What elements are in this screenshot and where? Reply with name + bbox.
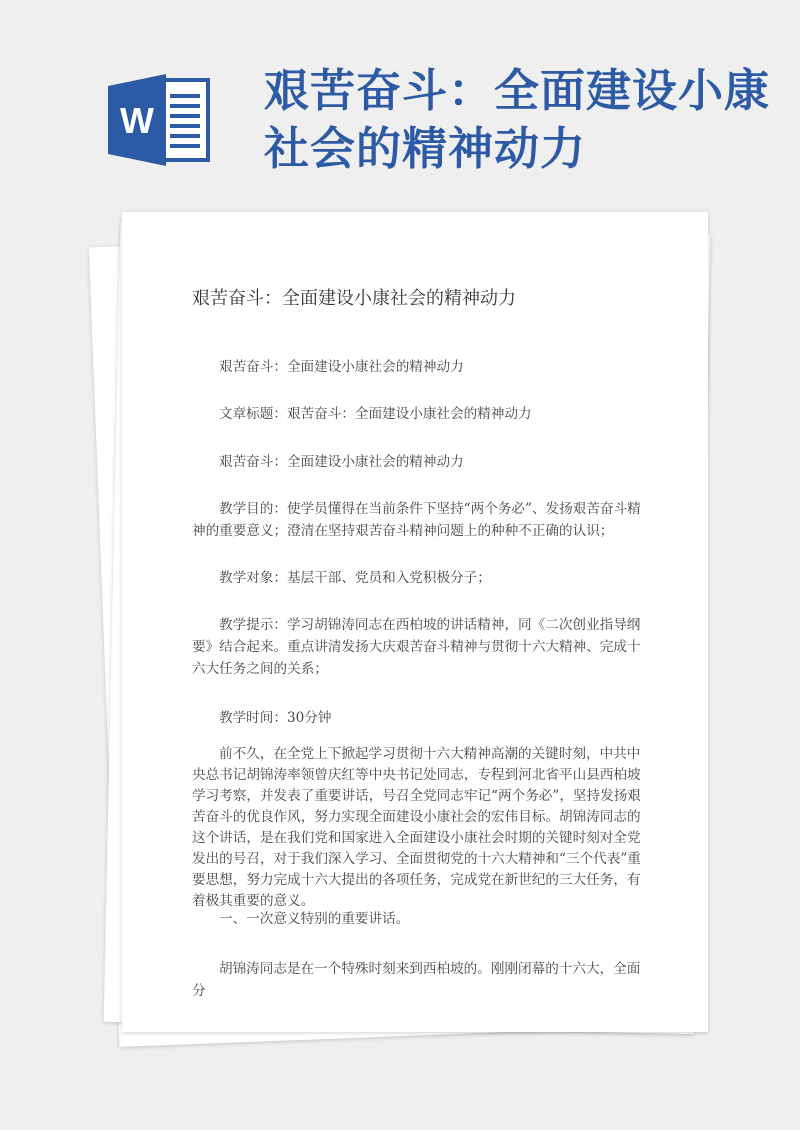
document-heading: 艰苦奋斗：全面建设小康社会的精神动力 xyxy=(192,288,516,309)
paragraph: 教学提示：学习胡锦涛同志在西柏坡的讲话精神，同《二次创业指导纲要》结合起来。重点讲清发扬大庆艰苦奋斗精神与贯彻十六大精神、完成十六大任务之间的关系； xyxy=(192,617,641,677)
paragraph: 胡锦涛同志是在一个特殊时刻来到西柏坡的。刚刚闭幕的十六大，全面分 xyxy=(192,961,641,999)
paragraph: 教学时间：30分钟 xyxy=(219,710,332,726)
paragraph: 艰苦奋斗：全面建设小康社会的精神动力 xyxy=(219,359,464,375)
banner-title: 艰苦奋斗：全面建设小康社会的精神动力 xyxy=(264,64,771,175)
paragraph: 教学对象：基层干部、党员和入党积极分子； xyxy=(219,570,491,586)
paragraph: 一、一次意义特别的重要讲话。 xyxy=(219,911,410,927)
word-document-icon xyxy=(108,74,212,166)
paragraph: 文章标题：艰苦奋斗：全面建设小康社会的精神动力 xyxy=(219,406,532,422)
document-page xyxy=(122,212,708,1032)
word-icon-letter: W xyxy=(120,100,154,141)
paragraph: 前不久，在全党上下掀起学习贯彻十六大精神高潮的关键时刻，中共中央总书记胡锦涛率领曾庆红等中央书记处同志，专程到河北省平山县西柏坡学习考察，并发表了重要讲话，号召全党同志牢记“两个务必”，坚持发扬艰苦奋斗的优良作风，努力实现全面建设小康社会的宏伟目标。胡锦涛同志的这个讲话，是在我们党和国家进入全面建设小康社会时期的关键时刻对全党发出的号召，对于我们深入学习、全面贯彻党的十六大精神和“三个代表”重要思想，努力完成十六大提出的各项任务，完成党在新世纪的三大任务，有着极其重要的意义。 xyxy=(192,746,641,909)
paragraph: 教学目的：使学员懂得在当前条件下坚持“两个务必”、发扬艰苦奋斗精神的重要意义；澄清在坚持艰苦奋斗精神问题上的种种不正确的认识； xyxy=(192,501,641,539)
paragraph: 艰苦奋斗：全面建设小康社会的精神动力 xyxy=(219,454,464,470)
